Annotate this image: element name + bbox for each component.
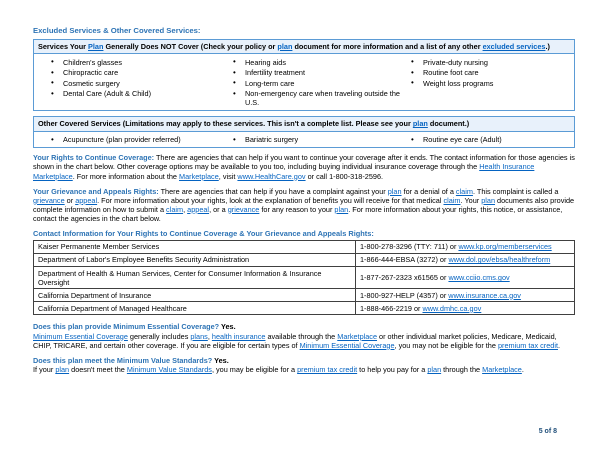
list-item: • Acupuncture (plan provider referred) (49, 135, 231, 144)
contact-cell (356, 240, 575, 253)
grievance-appeals-label: Your Grievance and Appeals Rights: (33, 186, 159, 196)
list-item: • Routine foot care (409, 68, 574, 77)
inline-link[interactable]: grievance (33, 195, 65, 205)
list-item: • Bariatric surgery (231, 135, 409, 144)
text-segment: .) (545, 41, 550, 51)
text-segment: Other Covered Services (Limitations may apply to these services. This isn't a complete list. Please see your (38, 119, 413, 129)
text-segment: . For more information about the (72, 171, 180, 181)
other-covered-services-table-header (34, 117, 574, 132)
organization-cell: Department of Health & Human Services, Center for Consumer Information & Insurance Oversight (34, 267, 356, 289)
list-item: • Cosmetic surgery (49, 79, 231, 88)
excluded-services-table-header (34, 40, 574, 55)
text-segment: . (557, 340, 560, 350)
text-segment: , (207, 331, 212, 341)
text-segment: , you may be eligible for a (211, 365, 298, 375)
text-segment: , visit (218, 171, 238, 181)
minimum-value-standards-section (33, 356, 575, 375)
mvs-question-line (33, 356, 575, 365)
contact-info-heading: Contact Information for Your Rights to Continue Coverage & Your Grievance and Appeals Rights: (33, 228, 374, 238)
text-segment: . For more information about your rights, this notice, or assistance, contact the agencies in the chart below. (33, 204, 563, 223)
excluded-services-table (33, 39, 575, 112)
text-segment: , or a (209, 204, 228, 214)
table-row (34, 253, 575, 266)
list-item: • Children's glasses (49, 58, 231, 67)
text-segment: 1-888-466-2219 or (360, 303, 423, 313)
list-item: • Chiropractic care (49, 68, 231, 77)
inline-link[interactable]: Marketplace (482, 365, 522, 375)
text-segment: There are agencies that can help if you want to continue your coverage after it ends. The contact information for those agencies is shown in the chart below. Other coverage options may be available to you too, including buying individual insurance coverage through the (33, 153, 575, 172)
text-segment: or call 1-800-318-2596. (305, 171, 384, 181)
inline-link[interactable]: www.cciio.cms.gov (448, 273, 510, 283)
other-covered-column-1 (34, 134, 231, 145)
text-segment: or other individual market policies, Medicare, Medicaid, CHIP, TRICARE, and certain other coverage. If you are eligible for certain types of (33, 331, 557, 350)
inline-link[interactable]: www.kp.org/memberservices (458, 242, 552, 252)
inline-link[interactable]: www.dmhc.ca.gov (422, 303, 482, 313)
text-segment: Services Your (38, 41, 89, 51)
mec-answer: Yes. (219, 322, 236, 332)
excluded-services-column-2 (231, 56, 409, 107)
inline-link[interactable]: claim (443, 195, 461, 205)
table-row (34, 267, 575, 289)
other-covered-services-table (33, 116, 575, 148)
minimum-essential-coverage-section (33, 322, 575, 350)
inline-link[interactable]: Minimum Value Standards (126, 365, 212, 375)
excluded-services-column-1 (34, 56, 231, 107)
excluded-services-table-body (34, 54, 574, 110)
continue-coverage-paragraph (33, 153, 575, 180)
inline-link[interactable]: appeal (187, 204, 210, 214)
table-row (34, 302, 575, 315)
inline-link[interactable]: excluded services (482, 41, 546, 51)
inline-link[interactable]: health insurance (211, 331, 266, 341)
text-segment: , you may not be eligible for the (394, 340, 498, 350)
organization-cell: Kaiser Permanente Member Services (34, 240, 356, 253)
text-segment: 1-800-927-HELP (4357) or (360, 290, 449, 300)
text-segment: 1-877-267-2323 x61565 or (360, 273, 449, 283)
other-covered-column-3 (409, 134, 574, 145)
text-segment: document for more information and a list of any other (292, 41, 483, 51)
inline-link[interactable]: Minimum Essential Coverage (299, 340, 395, 350)
mvs-paragraph (33, 365, 575, 374)
inline-link[interactable]: grievance (227, 204, 260, 214)
inline-link[interactable]: Marketplace (337, 331, 378, 341)
list-item: • Routine eye care (Adult) (409, 135, 574, 144)
text-segment: If your (33, 365, 56, 375)
page-number: 5 of 8 (538, 428, 557, 435)
text-segment: 1-866-444-EBSA (3272) or (360, 255, 449, 265)
text-segment: document.) (427, 119, 470, 129)
organization-cell: Department of Labor's Employee Benefits Security Administration (34, 253, 356, 266)
document-content (33, 26, 575, 380)
text-segment: , (183, 204, 188, 214)
list-item: • Private-duty nursing (409, 58, 574, 67)
inline-link[interactable]: premium tax credit (497, 340, 558, 350)
list-item: • Infertility treatment (231, 68, 409, 77)
inline-link[interactable]: www.HealthCare.gov (237, 171, 306, 181)
list-item: • Long-term care (231, 79, 409, 88)
text-segment: to help you pay for a (357, 365, 428, 375)
other-covered-services-table-body (34, 132, 574, 148)
inline-link[interactable]: plan (334, 204, 349, 214)
text-segment: . Your (460, 195, 482, 205)
text-segment: for any reason to your (259, 204, 335, 214)
list-item: • Non-emergency care when traveling outside the U.S. (231, 89, 409, 107)
text-segment: . (521, 365, 524, 375)
inline-link[interactable]: claim (455, 186, 473, 196)
mvs-question: Does this plan meet the Minimum Value Standards? (33, 355, 213, 365)
inline-link[interactable]: premium tax credit (297, 365, 358, 375)
text-segment: doesn't meet the (69, 365, 127, 375)
table-row (34, 240, 575, 253)
other-covered-column-2 (231, 134, 409, 145)
text-segment: available through the (265, 331, 338, 341)
text-segment: documents also provide complete information on how to submit a (33, 195, 575, 214)
table-row (34, 289, 575, 302)
contact-cell (356, 253, 575, 266)
inline-link[interactable]: claim (166, 204, 184, 214)
inline-link[interactable]: plan (387, 186, 402, 196)
contact-cell (356, 267, 575, 289)
text-segment: . For more information about your rights, look at the explanation of benefits you will receive for that medical (97, 195, 444, 205)
organization-cell: California Department of Insurance (34, 289, 356, 302)
list-item: • Weight loss programs (409, 79, 574, 88)
list-item: • Dental Care (Adult & Child) (49, 89, 231, 98)
inline-link[interactable]: appeal (75, 195, 98, 205)
text-segment: 1-800-278-3296 (TTY: 711) or (360, 242, 459, 252)
text-segment: . This complaint is called a (472, 186, 559, 196)
inline-link[interactable]: Health Insurance Marketplace (33, 162, 535, 181)
text-segment: or (64, 195, 76, 205)
inline-link[interactable]: plans (190, 331, 208, 341)
mvs-answer: Yes. (212, 355, 229, 365)
inline-link[interactable]: plan (481, 195, 496, 205)
inline-link[interactable]: www.dol.gov/ebsa/healthreform (448, 255, 551, 265)
inline-link[interactable]: www.insurance.ca.gov (448, 290, 521, 300)
inline-link[interactable]: plan (412, 119, 428, 129)
mec-paragraph (33, 332, 575, 350)
text-segment: for a denial of a (401, 186, 456, 196)
inline-link[interactable]: plan (55, 365, 70, 375)
text-segment: generally includes (127, 331, 191, 341)
inline-link[interactable]: Marketplace (179, 171, 219, 181)
text-segment: through the (441, 365, 483, 375)
mec-question: Does this plan provide Minimum Essential Coverage? (33, 322, 220, 332)
continue-coverage-label: Your Rights to Continue Coverage: (33, 153, 155, 163)
contact-table (33, 240, 575, 315)
text-segment: There are agencies that can help if you have a complaint against your (158, 186, 388, 196)
text-segment: Generally Does NOT Cover (Check your policy or (103, 41, 278, 51)
section-heading-excluded-services: Excluded Services & Other Covered Services: (33, 26, 201, 35)
list-item: • Hearing aids (231, 58, 409, 67)
inline-link[interactable]: Plan (88, 41, 104, 51)
grievance-appeals-paragraph (33, 187, 575, 223)
mec-question-line (33, 322, 575, 331)
excluded-services-column-3 (409, 56, 574, 107)
organization-cell: California Department of Managed Healthcare (34, 302, 356, 315)
inline-link[interactable]: plan (277, 41, 293, 51)
contact-cell (356, 289, 575, 302)
inline-link[interactable]: plan (427, 365, 442, 375)
contact-cell (356, 302, 575, 315)
inline-link[interactable]: Minimum Essential Coverage (33, 331, 128, 341)
